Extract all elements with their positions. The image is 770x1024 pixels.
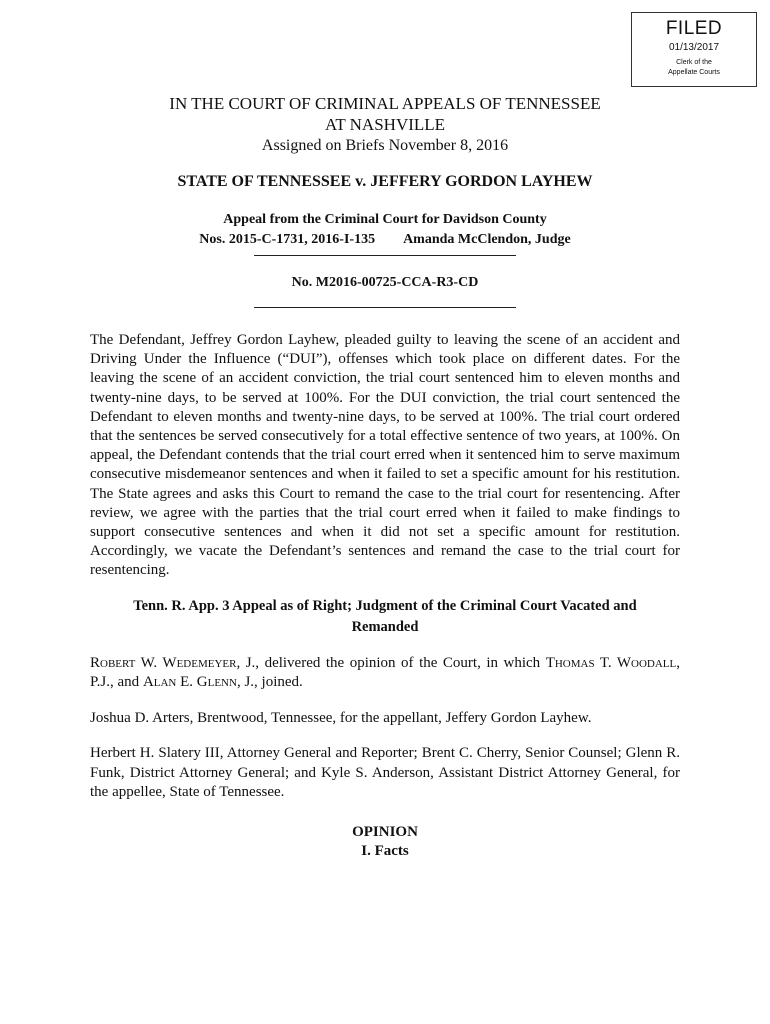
section-heading: I. Facts [361, 842, 409, 859]
holding-line-1: Tenn. R. App. 3 Appeal as of Right; Judgment of the Criminal Court Vacated and [133, 597, 637, 614]
authorship-text-2: , P.J., and [90, 654, 680, 691]
court-line-2: AT NASHVILLE [324, 115, 446, 134]
court-name [90, 93, 680, 135]
case-title: STATE OF TENNESSEE v. JEFFERY GORDON LAYHEW [177, 173, 593, 190]
filed-label: FILED [665, 18, 723, 39]
counsel-appellant: Joshua D. Arters, Brentwood, Tennessee, for the appellant, Jeffery Gordon Layhew. [90, 709, 592, 726]
holding-line-2: Remanded [351, 618, 419, 635]
court-line-1: IN THE COURT OF CRIMINAL APPEALS OF TENNESSEE [169, 94, 601, 113]
clerk-line-1: Clerk of the [676, 59, 712, 66]
counsel-appellee: Herbert H. Slatery III, Attorney General and Reporter; Brent C. Cherry, Senior Counsel; Glenn R. Funk, District Attorney General; and Kyle S. Anderson, Assistant District Attorney General, for the appellee, State of Tennessee. [90, 745, 680, 801]
judge-three-name: Alan E. Glenn [142, 674, 237, 691]
author-name: Robert W. Wedemeyer [90, 654, 237, 671]
clerk-line-2: Appellate Courts [668, 69, 720, 76]
divider-bottom [254, 307, 516, 308]
assigned-date: Assigned on Briefs November 8, 2016 [261, 137, 509, 154]
holding [90, 596, 680, 638]
docket-number: No. M2016-00725-CCA-R3-CD [291, 275, 479, 290]
case-summary: The Defendant, Jeffrey Gordon Layhew, pleaded guilty to leaving the scene of an accident and Driving Under the Influence (“DUI”), offenses which took place on different dates. For the leaving the scene of an accident conviction, the trial court sentenced him to eleven months and twenty-nine days, to be served at 100%. For the DUI conviction, the trial court sentenced the Defendant to eleven months and twenty-nine days, to be served at 100%. The trial court ordered that the sentences be served consecutively for a total effective sentence of two years, at 100%. On appeal, the Defendant contends that the trial court erred when it sentenced him to serve maximum consecutive misdemeanor sentences and when it failed to set a specific amount for his restitution. The State agrees and asks this Court to remand the case to the trial court for resentencing. After review, we agree with the parties that the trial court erred when it failed to make findings to support consecutive sentences and when it did not set a specific amount for restitution. Accordingly, we vacate the Defendant’s sentences and remand the case to the trial court for resentencing. [90, 332, 680, 579]
authorship-paragraph [90, 654, 680, 693]
case-numbers: Nos. 2015-C-1731, 2016-I-135 [199, 232, 376, 247]
case-numbers-line [90, 230, 680, 250]
document-page [90, 0, 680, 861]
authorship-text-1: , J., delivered the opinion of the Court, in which [236, 654, 546, 671]
trial-judge: Amanda McClendon, Judge [403, 232, 571, 247]
judge-two-name: Thomas T. Woodall [545, 654, 677, 671]
appeal-from: Appeal from the Criminal Court for Davidson County [223, 212, 547, 227]
authorship-text-3: , J., joined. [236, 674, 303, 691]
divider-top [254, 255, 516, 256]
filed-date: 01/13/2017 [668, 42, 720, 53]
opinion-heading: OPINION [352, 823, 418, 840]
